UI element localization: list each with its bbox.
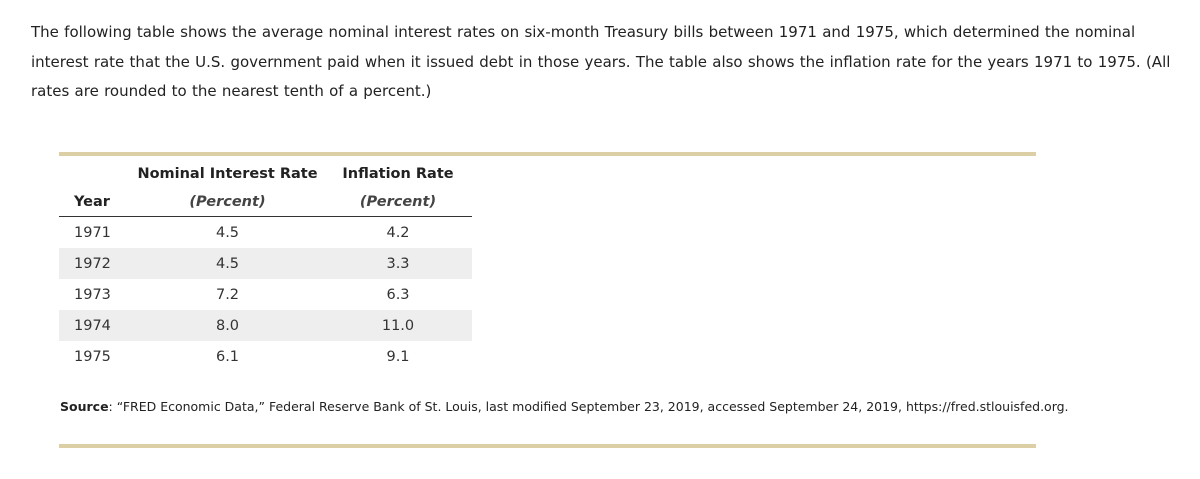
cell-inflation: 4.2 [386, 224, 410, 241]
cell-year: 1974 [59, 310, 131, 341]
table-row [59, 217, 472, 249]
top-divider [59, 152, 1036, 156]
cell-inflation: 6.3 [386, 286, 410, 303]
table-row [59, 279, 472, 310]
table-row [59, 248, 472, 279]
cell-nominal: 6.1 [215, 348, 240, 365]
table-header-row [59, 160, 472, 188]
interest-inflation-table [59, 160, 472, 372]
table-row [59, 310, 472, 341]
header-inflation: Inflation Rate [342, 166, 454, 182]
header-nominal: Nominal Interest Rate [137, 166, 318, 182]
intro-line-3: rates are rounded to the nearest tenth of a percent.) [31, 82, 432, 100]
cell-inflation: 11.0 [324, 310, 472, 341]
cell-year: 1972 [59, 248, 131, 279]
intro-line-1: The following table shows the average nominal interest rates on six-month Treasury bills between 1971 and 1975, which determined the nominal [31, 23, 1136, 41]
cell-year: 1971 [74, 224, 111, 241]
cell-nominal: 4.5 [131, 248, 324, 279]
source-text: : “FRED Economic Data,” Federal Reserve Bank of St. Louis, last modified September 23, 2019, accessed September 24, 2019, https://fred.stlouisfed.org. [108, 399, 1069, 414]
intro-line-2: interest rate that the U.S. government paid when it issued debt in those years. The table also shows the inflation rate for the years 1971 to 1975. (All [31, 52, 1171, 71]
header-inflation-unit: (Percent) [324, 188, 472, 217]
cell-nominal: 7.2 [215, 286, 240, 303]
header-nominal-unit: (Percent) [131, 188, 324, 217]
source-note [60, 399, 1069, 414]
cell-nominal: 4.5 [215, 224, 240, 241]
intro-paragraph [31, 18, 1171, 107]
header-year-spacer [59, 160, 131, 188]
source-label: Source [60, 399, 109, 414]
header-year: Year [59, 188, 131, 217]
table-unit-row [59, 188, 472, 217]
table-row [59, 341, 472, 372]
cell-nominal: 8.0 [131, 310, 324, 341]
bottom-divider [59, 444, 1036, 448]
cell-inflation: 9.1 [386, 348, 410, 365]
cell-inflation: 3.3 [324, 248, 472, 279]
cell-year: 1973 [74, 286, 111, 303]
cell-year: 1975 [74, 348, 111, 365]
